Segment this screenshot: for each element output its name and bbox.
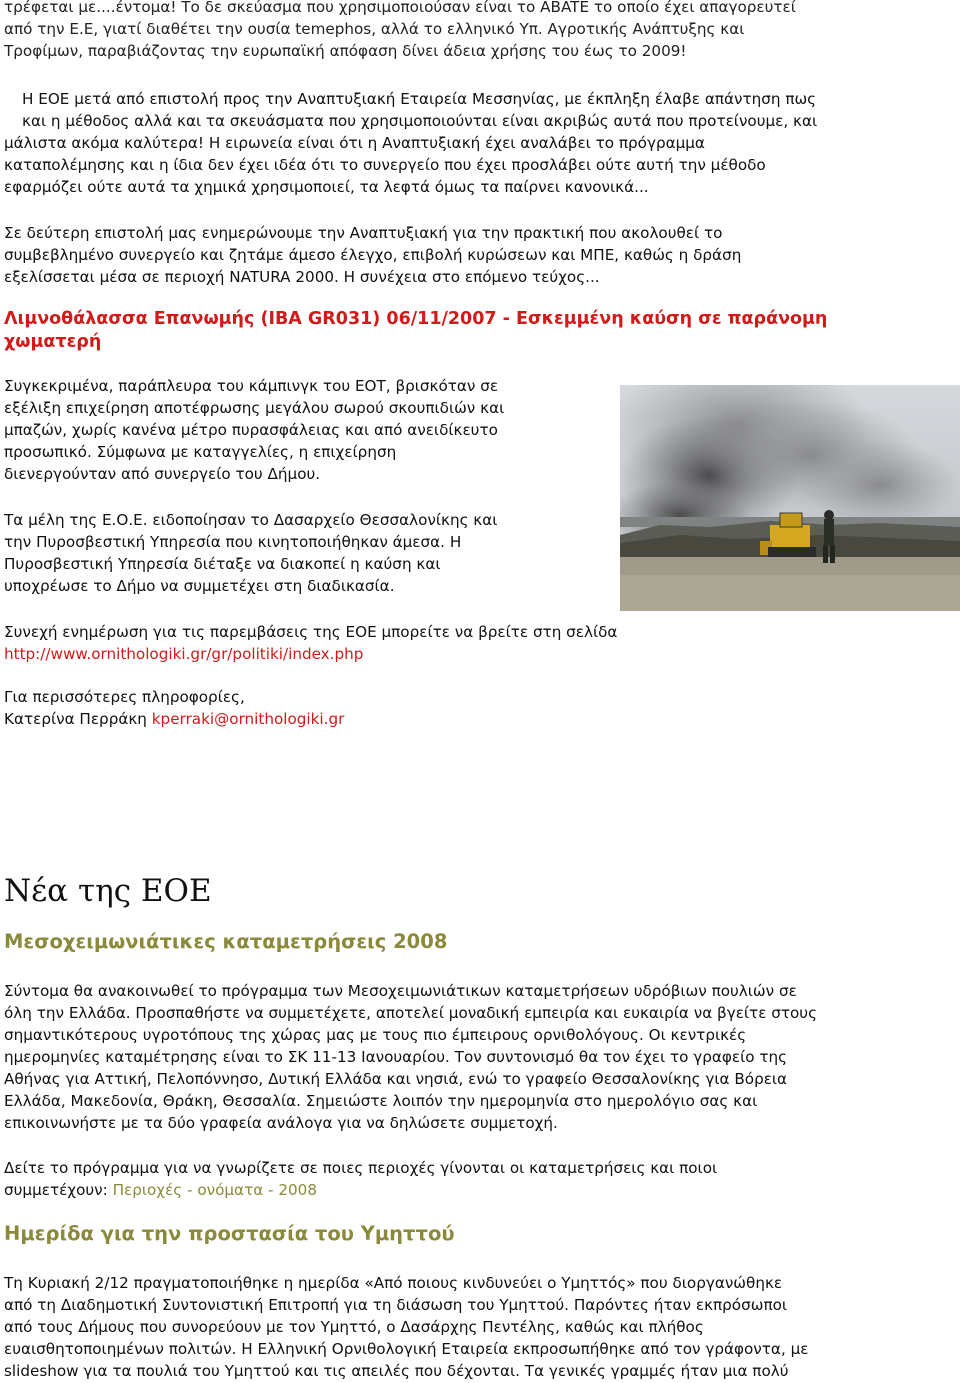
text-line: slideshow για τα πουλιά του Υμηττού και τις απειλές που δέχονται. Τα γενικές γραμμές ήταν μια πολύ [4, 1362, 789, 1380]
contact-email-link[interactable]: kperraki@ornithologiki.gr [151, 710, 345, 728]
counts-heading [4, 931, 954, 953]
text-line: Δείτε το πρόγραμμα για να γνωρίζετε σε ποιες περιοχές γίνονται οι καταμετρήσεις και ποιοι [4, 1159, 718, 1177]
text-line: την Πυροσβεστική Υπηρεσία που κινητοποιήθηκαν άμεσα. Η [4, 533, 462, 551]
text-line: μπαζών, χωρίς κανένα μέτρο πυρασφάλειας και από ανειδίκευτο [4, 421, 498, 439]
text-line: Τροφίμων, παραβιάζοντας την ευρωπαϊκή απόφαση δίνει άδεια χρήσης του έως το 2009! [4, 42, 687, 60]
text-line: Σύντομα θα ανακοινωθεί το πρόγραμμα των Μεσοχειμωνιάτικων καταμετρήσεων υδρόβιων πουλιών σε [4, 982, 797, 1000]
text-line: Τα μέλη της Ε.Ο.Ε. ειδοποίησαν το Δασαρχείο Θεσσαλονίκης και [4, 511, 498, 529]
text-line: όλη την Ελλάδα. Προσπαθήστε να συμμετέχετε, αποτελεί μοναδική εμπειρία και ευκαιρία να βγείτε στους [4, 1004, 817, 1022]
text-line: Τη Κυριακή 2/12 πραγματοποιήθηκε η ημερίδα «Από ποιους κινδυνεύει ο Υμηττός» που διοργανώθηκε [4, 1274, 783, 1292]
lagoon-heading [4, 308, 954, 354]
heading-line: χωματερή [4, 332, 102, 352]
text-line: εφαρμόζει ούτε αυτά τα χημικά χρησιμοποιεί, τα λεφτά όμως τα παίρνει κανονικά... [4, 178, 649, 196]
text-line: εξέλιξη επιχείρηση αποτέφρωσης μεγάλου σωρού σκουπιδιών και [4, 399, 505, 417]
text-line: Πυροσβεστική Υπηρεσία διέταξε να διακοπεί η καύση και [4, 555, 441, 573]
letter-one-paragraph [22, 88, 957, 132]
dump-fire-photo [620, 385, 960, 611]
text-line: συμβεβλημένο συνεργείο και ζητάμε άμεσο έλεγχο, επιβολή κυρώσεων και ΜΠΕ, καθώς η δράση [4, 246, 742, 264]
politiki-link[interactable]: http://www.ornithologiki.gr/gr/politiki/index.php [4, 645, 364, 663]
text-line: Συγκεκριμένα, παράπλευρα του κάμπινγκ του ΕΟΤ, βρισκόταν σε [4, 377, 499, 395]
text-line: υποχρέωσε το Δήμο να συμμετέχει στη διαδικασία. [4, 577, 395, 595]
letter-one-continued [4, 132, 954, 198]
heading-line: Μεσοχειμωνιάτικες καταμετρήσεις 2008 [4, 930, 448, 953]
text-line: Η ΕΟΕ μετά από επιστολή προς την Αναπτυξιακή Εταιρεία Μεσσηνίας, με έκπληξη έλαβε απάντηση πως [22, 90, 817, 108]
text-line: από την Ε.Ε, γιατί διαθέτει την ουσία temephos, αλλά το ελληνικό Υπ. Αγροτικής Ανάπτυξης και [4, 20, 745, 38]
letter-two-paragraph [4, 222, 954, 288]
text-line: ευαισθητοποιημένων πολιτών. Η Ελληνική Ορνιθολογική Εταιρεία εκπροσωπήθηκε από τον γράφοντα, με [4, 1340, 809, 1358]
lagoon-paragraph-1 [4, 375, 614, 485]
text-line: τρέφεται με....έντομα! Το δε σκεύασμα που χρησιμοποιούσαν είναι το ABATE το οποίο έχει απαγορευτεί [4, 0, 796, 16]
counts-paragraph [4, 980, 954, 1134]
text-line: Συνεχή ενημέρωση για τις παρεμβάσεις της ΕΟΕ μπορείτε να βρείτε στη σελίδα [4, 623, 618, 641]
contact-name: Κατερίνα Περράκη [4, 710, 147, 728]
hymettus-paragraph [4, 1272, 954, 1382]
lagoon-paragraph-2 [4, 509, 614, 597]
contact-paragraph [4, 686, 954, 730]
section-title-text: Νέα της ΕΟΕ [4, 873, 212, 909]
update-paragraph [4, 621, 954, 665]
text-line: από τη Διαδημοτική Συντονιστική Επιτροπή για τη διάσωση του Υμηττού. Παρόντες ήταν εκπρόσωποι [4, 1296, 788, 1314]
text-line: Αθήνας για Αττική, Πελοπόννησο, Δυτική Ελλάδα και νησιά, ενώ το γραφείο Θεσσαλονίκης για Βόρεια [4, 1070, 788, 1088]
dump-fire-image [620, 385, 960, 611]
text-line: Ελλάδα, Μακεδονία, Θράκη, Θεσσαλία. Σημειώστε λοιπόν την ημερομηνία στο ημερολόγιο σας και [4, 1092, 758, 1110]
intro-paragraph [4, 0, 954, 62]
areas-names-link[interactable]: Περιοχές - ονόματα - 2008 [112, 1181, 318, 1199]
text-line: επικοινωνήστε με τα δύο γραφεία ανάλογα για να δηλώσετε συμμετοχή. [4, 1114, 558, 1132]
text-line: από τους Δήμους που συνορεύουν με τον Υμηττό, ο Δασάρχης Πεντέλης, καθώς και πλήθος [4, 1318, 704, 1336]
heading-line: Λιμνοθάλασσα Επανωμής (IBA GR031) 06/11/2007 - Εσκεμμένη καύση σε παράνομη [4, 309, 828, 329]
text-line: Σε δεύτερη επιστολή μας ενημερώνουμε την Αναπτυξιακή για την πρακτική που ακολουθεί το [4, 224, 723, 242]
text-line: και η μέθοδος αλλά και τα σκευάσματα που χρησιμοποιούνται είναι ακριβώς αυτά που προτείνουμε, και [22, 112, 818, 130]
text-line: Για περισσότερες πληροφορίες, [4, 688, 245, 706]
section-title [4, 873, 954, 909]
text-line: σημαντικότερους υγροτόπους της χώρας μας με τους πιο έμπειρους ορνιθολόγους. Οι κεντρικές [4, 1026, 747, 1044]
text-line: εξελίσσεται μέσα σε περιοχή NATURA 2000. Η συνέχεια στο επόμενο τεύχος... [4, 268, 600, 286]
program-paragraph [4, 1157, 954, 1201]
program-prefix: συμμετέχουν: [4, 1181, 113, 1199]
heading-line: Ημερίδα για την προστασία του Υμηττού [4, 1222, 455, 1245]
text-line: διενεργούνταν από συνεργείο του Δήμου. [4, 465, 321, 483]
text-line: ημερομηνίες καταμέτρησης είναι το ΣΚ 11-13 Ιανουαρίου. Τον συντονισμό θα τον έχει το γραφείο της [4, 1048, 788, 1066]
text-line: καταπολέμησης και η ίδια δεν έχει ιδέα ότι το συνεργείο που έχει προσλάβει ούτε αυτή την μέθοδο [4, 156, 766, 174]
hymettus-heading [4, 1223, 954, 1245]
text-line: προσωπικό. Σύμφωνα με καταγγελίες, η επιχείρηση [4, 443, 397, 461]
text-line: μάλιστα ακόμα καλύτερα! Η ειρωνεία είναι ότι η Αναπτυξιακή έχει αναλάβει το πρόγραμμα [4, 134, 705, 152]
